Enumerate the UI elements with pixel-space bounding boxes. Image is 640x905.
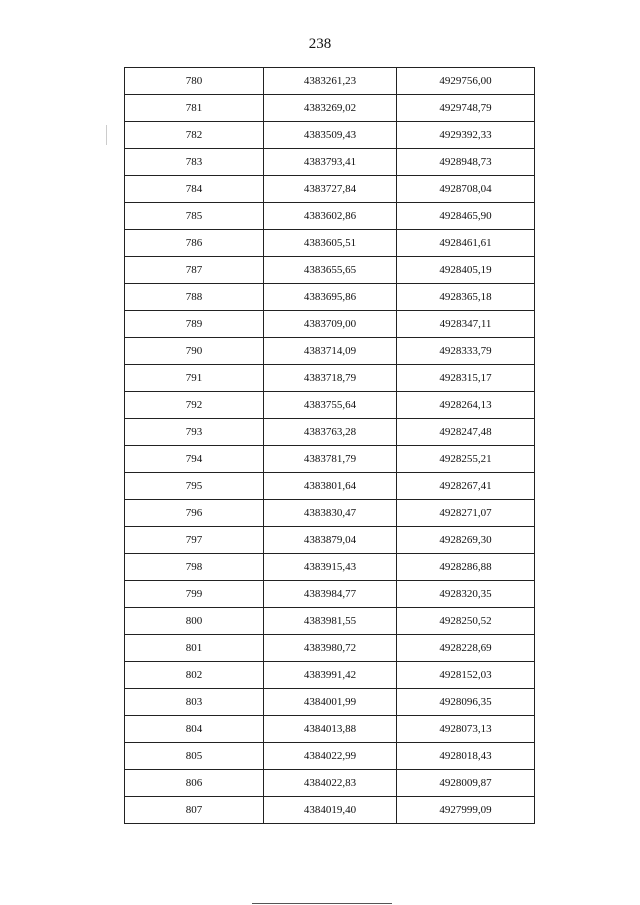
x-coordinate-cell: 4383709,00 xyxy=(264,311,397,338)
y-coordinate-cell: 4929748,79 xyxy=(397,95,535,122)
table-row xyxy=(125,662,535,689)
point-number-cell: 794 xyxy=(125,446,264,473)
table-row xyxy=(125,419,535,446)
x-coordinate-cell: 4383714,09 xyxy=(264,338,397,365)
point-number-cell: 795 xyxy=(125,473,264,500)
table-row xyxy=(125,473,535,500)
point-number-cell: 780 xyxy=(125,68,264,95)
y-coordinate-cell: 4928948,73 xyxy=(397,149,535,176)
y-coordinate-cell: 4928255,21 xyxy=(397,446,535,473)
point-number-cell: 799 xyxy=(125,581,264,608)
point-number-cell: 789 xyxy=(125,311,264,338)
coordinates-table-body xyxy=(125,68,535,824)
y-coordinate-cell: 4928152,03 xyxy=(397,662,535,689)
table-row xyxy=(125,635,535,662)
table-row xyxy=(125,257,535,284)
page-number: 238 xyxy=(308,36,332,52)
point-number-cell: 785 xyxy=(125,203,264,230)
point-number-cell: 803 xyxy=(125,689,264,716)
x-coordinate-cell: 4384022,83 xyxy=(264,770,397,797)
point-number-cell: 782 xyxy=(125,122,264,149)
x-coordinate-cell: 4383655,65 xyxy=(264,257,397,284)
table-row xyxy=(125,608,535,635)
y-coordinate-cell: 4928247,48 xyxy=(397,419,535,446)
point-number-cell: 787 xyxy=(125,257,264,284)
point-number-cell: 792 xyxy=(125,392,264,419)
y-coordinate-cell: 4928271,07 xyxy=(397,500,535,527)
table-row xyxy=(125,554,535,581)
x-coordinate-cell: 4383727,84 xyxy=(264,176,397,203)
point-number-cell: 798 xyxy=(125,554,264,581)
scan-edge-mark xyxy=(106,125,107,145)
y-coordinate-cell: 4928708,04 xyxy=(397,176,535,203)
table-row xyxy=(125,581,535,608)
x-coordinate-cell: 4384022,99 xyxy=(264,743,397,770)
x-coordinate-cell: 4383261,23 xyxy=(264,68,397,95)
x-coordinate-cell: 4383718,79 xyxy=(264,365,397,392)
x-coordinate-cell: 4384019,40 xyxy=(264,797,397,824)
table-row xyxy=(125,797,535,824)
y-coordinate-cell: 4928315,17 xyxy=(397,365,535,392)
point-number-cell: 791 xyxy=(125,365,264,392)
y-coordinate-cell: 4928465,90 xyxy=(397,203,535,230)
x-coordinate-cell: 4383830,47 xyxy=(264,500,397,527)
x-coordinate-cell: 4383980,72 xyxy=(264,635,397,662)
point-number-cell: 783 xyxy=(125,149,264,176)
x-coordinate-cell: 4383755,64 xyxy=(264,392,397,419)
table-row xyxy=(125,176,535,203)
table-row xyxy=(125,311,535,338)
point-number-cell: 797 xyxy=(125,527,264,554)
table-row xyxy=(125,365,535,392)
table-row xyxy=(125,743,535,770)
point-number-cell: 802 xyxy=(125,662,264,689)
x-coordinate-cell: 4383602,86 xyxy=(264,203,397,230)
table-row xyxy=(125,284,535,311)
table-row xyxy=(125,230,535,257)
y-coordinate-cell: 4928267,41 xyxy=(397,473,535,500)
table-row xyxy=(125,149,535,176)
x-coordinate-cell: 4383984,77 xyxy=(264,581,397,608)
x-coordinate-cell: 4383605,51 xyxy=(264,230,397,257)
x-coordinate-cell: 4383763,28 xyxy=(264,419,397,446)
table-row xyxy=(125,716,535,743)
point-number-cell: 786 xyxy=(125,230,264,257)
y-coordinate-cell: 4929756,00 xyxy=(397,68,535,95)
y-coordinate-cell: 4928096,35 xyxy=(397,689,535,716)
table-row xyxy=(125,446,535,473)
point-number-cell: 781 xyxy=(125,95,264,122)
x-coordinate-cell: 4383879,04 xyxy=(264,527,397,554)
table-row xyxy=(125,95,535,122)
x-coordinate-cell: 4384013,88 xyxy=(264,716,397,743)
y-coordinate-cell: 4929392,33 xyxy=(397,122,535,149)
point-number-cell: 796 xyxy=(125,500,264,527)
y-coordinate-cell: 4928333,79 xyxy=(397,338,535,365)
table-row xyxy=(125,68,535,95)
y-coordinate-cell: 4928264,13 xyxy=(397,392,535,419)
y-coordinate-cell: 4928405,19 xyxy=(397,257,535,284)
y-coordinate-cell: 4928250,52 xyxy=(397,608,535,635)
point-number-cell: 804 xyxy=(125,716,264,743)
y-coordinate-cell: 4928018,43 xyxy=(397,743,535,770)
point-number-cell: 788 xyxy=(125,284,264,311)
x-coordinate-cell: 4383981,55 xyxy=(264,608,397,635)
point-number-cell: 801 xyxy=(125,635,264,662)
point-number-cell: 800 xyxy=(125,608,264,635)
point-number-cell: 784 xyxy=(125,176,264,203)
y-coordinate-cell: 4928269,30 xyxy=(397,527,535,554)
point-number-cell: 806 xyxy=(125,770,264,797)
point-number-cell: 793 xyxy=(125,419,264,446)
y-coordinate-cell: 4928073,13 xyxy=(397,716,535,743)
x-coordinate-cell: 4383801,64 xyxy=(264,473,397,500)
table-row xyxy=(125,770,535,797)
table-row xyxy=(125,392,535,419)
point-number-cell: 805 xyxy=(125,743,264,770)
x-coordinate-cell: 4383991,42 xyxy=(264,662,397,689)
x-coordinate-cell: 4384001,99 xyxy=(264,689,397,716)
x-coordinate-cell: 4383269,02 xyxy=(264,95,397,122)
y-coordinate-cell: 4928365,18 xyxy=(397,284,535,311)
y-coordinate-cell: 4928347,11 xyxy=(397,311,535,338)
coordinates-table xyxy=(124,67,535,824)
table-row xyxy=(125,203,535,230)
table-row xyxy=(125,122,535,149)
table-row xyxy=(125,689,535,716)
y-coordinate-cell: 4927999,09 xyxy=(397,797,535,824)
y-coordinate-cell: 4928320,35 xyxy=(397,581,535,608)
table-row xyxy=(125,500,535,527)
point-number-cell: 807 xyxy=(125,797,264,824)
x-coordinate-cell: 4383793,41 xyxy=(264,149,397,176)
x-coordinate-cell: 4383695,86 xyxy=(264,284,397,311)
y-coordinate-cell: 4928228,69 xyxy=(397,635,535,662)
x-coordinate-cell: 4383781,79 xyxy=(264,446,397,473)
table-row xyxy=(125,338,535,365)
y-coordinate-cell: 4928009,87 xyxy=(397,770,535,797)
bottom-scan-line xyxy=(252,903,392,904)
point-number-cell: 790 xyxy=(125,338,264,365)
table-row xyxy=(125,527,535,554)
y-coordinate-cell: 4928286,88 xyxy=(397,554,535,581)
y-coordinate-cell: 4928461,61 xyxy=(397,230,535,257)
x-coordinate-cell: 4383509,43 xyxy=(264,122,397,149)
x-coordinate-cell: 4383915,43 xyxy=(264,554,397,581)
